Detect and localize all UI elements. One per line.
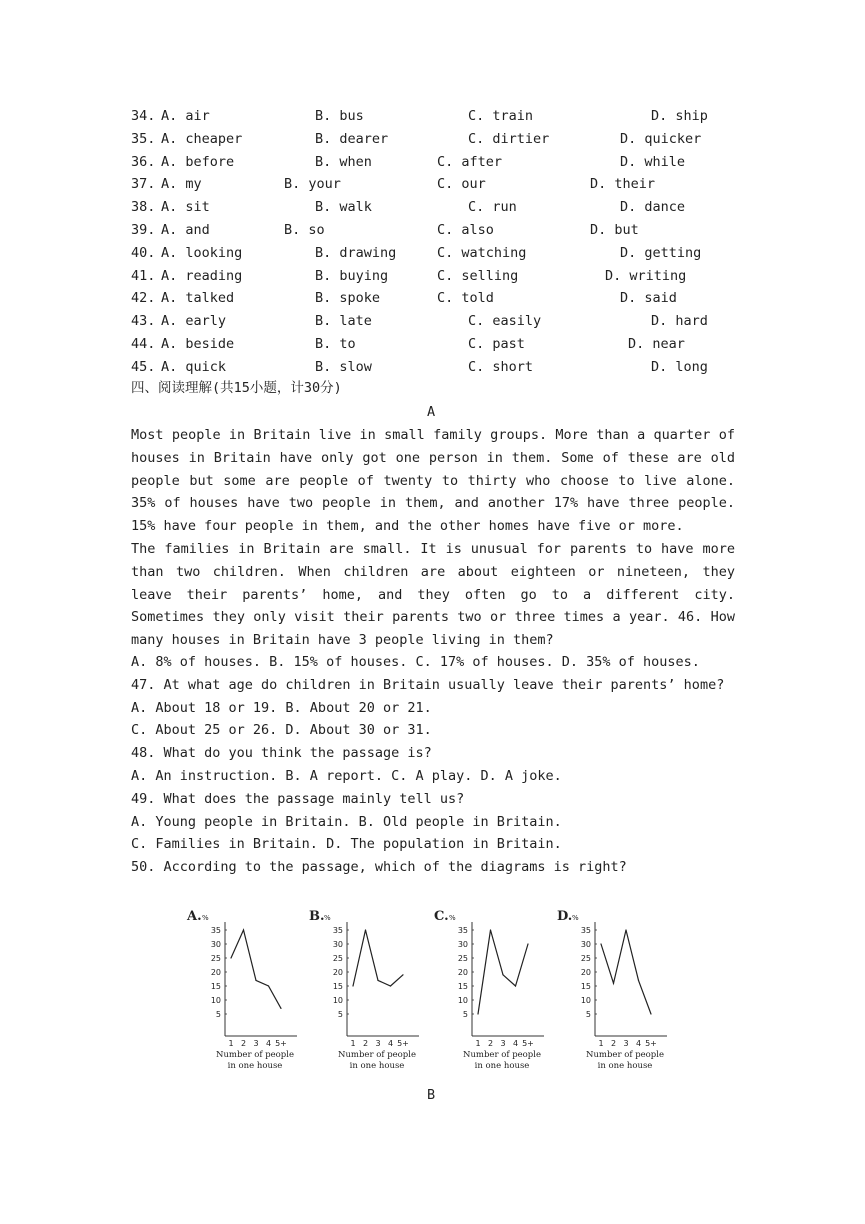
x-tick-label: 1 xyxy=(228,1039,234,1048)
option-b: B. walk xyxy=(315,199,372,216)
x-tick-label: 4 xyxy=(635,1039,642,1048)
y-tick-label: 25 xyxy=(457,954,468,963)
x-tick-label: 3 xyxy=(500,1039,506,1048)
y-tick-label: 30 xyxy=(332,940,343,949)
diagram-c xyxy=(432,908,557,1073)
y-tick-label: 25 xyxy=(210,954,221,963)
x-tick-label: 1 xyxy=(598,1039,604,1048)
passage-a-paragraph-2: The families in Britain are small. It is unusual for parents to have more than two children. When children are about eighteen or nineteen, they leave their parents’ home, and they often go to a different city. Sometimes they only visit their parents two or three times a year. 46. How many houses in Britain have 3 people living in them? xyxy=(131,541,735,649)
y-tick-label: 15 xyxy=(332,982,343,991)
y-unit-label: % xyxy=(572,914,579,922)
data-point xyxy=(268,985,269,986)
question-line: 50. According to the passage, which of the diagrams is right? xyxy=(131,859,627,876)
y-tick-label: 20 xyxy=(580,968,591,977)
option-b: B. bus xyxy=(315,108,364,124)
option-b: B. dearer xyxy=(315,130,389,147)
diagram-svg xyxy=(432,908,557,1073)
question-line: A. About 18 or 19. B. About 20 or 21. xyxy=(131,699,432,716)
option-a: A. sit xyxy=(161,199,210,216)
y-tick-label: 25 xyxy=(332,954,343,963)
data-point xyxy=(613,983,614,984)
diagram-label: C. xyxy=(434,909,449,924)
y-tick-label: 20 xyxy=(332,968,343,977)
diagram-svg xyxy=(185,908,310,1073)
section-heading: 四、阅读理解(共15小题，计30分) xyxy=(131,380,342,396)
data-point xyxy=(502,974,503,975)
option-c: C. watching xyxy=(437,244,527,261)
data-point xyxy=(490,929,491,930)
diagram-label: D. xyxy=(557,909,573,924)
y-tick-label: 10 xyxy=(332,996,343,1005)
x-tick-label: 3 xyxy=(253,1039,259,1048)
series-line xyxy=(478,930,528,1014)
option-d: D. ship xyxy=(651,108,708,124)
option-d: D. while xyxy=(620,153,686,170)
question-line: A. 8% of houses. B. 15% of houses. C. 17% of houses. D. 35% of houses. xyxy=(131,654,700,670)
x-tick-label: 3 xyxy=(375,1039,381,1048)
x-tick-label: 3 xyxy=(623,1039,629,1048)
y-tick-label: 30 xyxy=(457,940,468,949)
diagram-label: A. xyxy=(187,909,202,924)
x-tick-label: 5+ xyxy=(645,1039,657,1048)
question-number: 42. xyxy=(131,290,156,307)
data-point xyxy=(527,943,528,944)
x-axis-label-line1: Number of people xyxy=(338,1050,416,1060)
diagram-b xyxy=(307,908,432,1073)
option-c: C. told xyxy=(437,290,494,307)
diagram-svg xyxy=(307,908,432,1073)
option-c: C. dirtier xyxy=(468,130,550,147)
data-point xyxy=(402,974,403,975)
option-c: C. selling xyxy=(437,267,519,284)
option-b: B. buying xyxy=(315,267,389,284)
diagram-d xyxy=(555,908,680,1073)
question-number: 45. xyxy=(131,358,156,375)
option-a: A. quick xyxy=(161,358,227,375)
option-d: D. but xyxy=(590,222,639,238)
option-a: A. early xyxy=(161,313,227,330)
question-number: 41. xyxy=(131,267,156,284)
question-number: 44. xyxy=(131,336,156,352)
question-line: C. About 25 or 26. D. About 30 or 31. xyxy=(131,722,432,739)
option-c: C. also xyxy=(437,222,494,238)
y-tick-label: 5 xyxy=(462,1010,468,1019)
y-tick-label: 15 xyxy=(580,982,591,991)
question-number: 39. xyxy=(131,222,156,238)
question-number: 43. xyxy=(131,313,156,330)
series-line xyxy=(353,930,403,986)
x-tick-label: 4 xyxy=(512,1039,519,1048)
y-tick-label: 5 xyxy=(337,1010,343,1019)
option-a: A. cheaper xyxy=(161,130,243,147)
y-tick-label: 10 xyxy=(580,996,591,1005)
question-line: 48. What do you think the passage is? xyxy=(131,745,432,762)
y-tick-label: 10 xyxy=(457,996,468,1005)
y-tick-label: 35 xyxy=(332,926,343,935)
passage-a-paragraph-1: Most people in Britain live in small family groups. More than a quarter of houses in Britain have only got one person in them. Some of these are old people but some are people of twenty to thirty who choose to live alone. 35% of houses have two people in them, and another 17% have three people. 15% have four people in them, and the other homes have five or more. xyxy=(131,427,735,535)
y-unit-label: % xyxy=(202,914,209,922)
y-tick-label: 5 xyxy=(215,1010,221,1019)
y-tick-label: 25 xyxy=(580,954,591,963)
question-line: 49. What does the passage mainly tell us? xyxy=(131,790,465,807)
x-tick-label: 1 xyxy=(475,1039,481,1048)
series-line xyxy=(231,930,281,1008)
option-c: C. past xyxy=(468,336,525,352)
x-tick-label: 4 xyxy=(265,1039,272,1048)
option-d: D. dance xyxy=(620,199,686,216)
option-d: D. their xyxy=(590,176,656,193)
option-c: C. train xyxy=(468,108,534,124)
y-tick-label: 35 xyxy=(457,926,468,935)
option-a: A. and xyxy=(161,222,210,238)
option-c: C. run xyxy=(468,199,517,216)
data-point xyxy=(243,929,244,930)
data-point xyxy=(600,943,601,944)
data-point xyxy=(638,980,639,981)
x-tick-label: 5+ xyxy=(397,1039,409,1048)
diagram-label: B. xyxy=(309,909,325,924)
option-b: B. your xyxy=(284,176,341,193)
data-point xyxy=(390,985,391,986)
x-tick-label: 5+ xyxy=(275,1039,287,1048)
option-d: D. said xyxy=(620,290,677,307)
option-b: B. so xyxy=(284,222,325,238)
data-point xyxy=(650,1013,651,1014)
option-a: A. my xyxy=(161,176,202,193)
data-point xyxy=(377,980,378,981)
y-unit-label: % xyxy=(324,914,331,922)
x-tick-label: 1 xyxy=(350,1039,356,1048)
option-b: B. when xyxy=(315,153,372,170)
option-a: A. air xyxy=(161,108,210,124)
data-point xyxy=(477,1013,478,1014)
option-d: D. long xyxy=(651,358,708,375)
question-number: 35. xyxy=(131,130,156,147)
passage-a-label: A xyxy=(427,404,436,420)
option-d: D. quicker xyxy=(620,130,702,147)
data-point xyxy=(255,980,256,981)
y-tick-label: 10 xyxy=(210,996,221,1005)
x-axis-label-line1: Number of people xyxy=(463,1050,541,1060)
option-a: A. reading xyxy=(161,267,243,284)
x-axis-label-line2: in one house xyxy=(474,1061,530,1071)
option-a: A. before xyxy=(161,153,235,170)
option-a: A. looking xyxy=(161,244,243,261)
y-tick-label: 5 xyxy=(585,1010,591,1019)
y-tick-label: 15 xyxy=(457,982,468,991)
option-b: B. to xyxy=(315,336,356,352)
x-tick-label: 2 xyxy=(240,1039,247,1048)
x-axis-label-line2: in one house xyxy=(597,1061,653,1071)
series-line xyxy=(601,930,651,1014)
option-b: B. slow xyxy=(315,358,372,375)
option-d: D. writing xyxy=(605,267,687,284)
option-b: B. late xyxy=(315,313,372,330)
question-number: 37. xyxy=(131,176,156,193)
data-point xyxy=(625,929,626,930)
x-axis-label-line1: Number of people xyxy=(216,1050,294,1060)
x-tick-label: 5+ xyxy=(522,1039,534,1048)
question-line: A. An instruction. B. A report. C. A play. D. A joke. xyxy=(131,768,562,784)
question-number: 38. xyxy=(131,199,156,216)
question-number: 40. xyxy=(131,244,156,261)
option-b: B. drawing xyxy=(315,244,397,261)
option-b: B. spoke xyxy=(315,290,381,307)
y-tick-label: 15 xyxy=(210,982,221,991)
x-tick-label: 4 xyxy=(387,1039,394,1048)
option-c: C. our xyxy=(437,176,486,193)
question-line: A. Young people in Britain. B. Old people in Britain. xyxy=(131,813,562,830)
option-c: C. after xyxy=(437,153,503,170)
x-tick-label: 2 xyxy=(610,1039,617,1048)
question-line: 47. At what age do children in Britain usually leave their parents’ home? xyxy=(131,676,725,693)
y-tick-label: 30 xyxy=(580,940,591,949)
diagram-svg xyxy=(555,908,680,1073)
x-tick-label: 2 xyxy=(487,1039,494,1048)
x-axis-label-line2: in one house xyxy=(227,1061,283,1071)
data-point xyxy=(280,1008,281,1009)
diagram-a xyxy=(185,908,310,1073)
passage-b-label: B xyxy=(427,1087,436,1103)
option-d: D. near xyxy=(628,336,685,352)
x-axis-label-line1: Number of people xyxy=(586,1050,664,1060)
data-point xyxy=(365,929,366,930)
option-c: C. short xyxy=(468,358,534,375)
option-d: D. hard xyxy=(651,313,708,330)
y-tick-label: 20 xyxy=(457,968,468,977)
x-tick-label: 2 xyxy=(362,1039,369,1048)
data-point xyxy=(352,985,353,986)
y-unit-label: % xyxy=(449,914,456,922)
data-point xyxy=(515,985,516,986)
question-line: C. Families in Britain. D. The population in Britain. xyxy=(131,836,562,853)
x-axis-label-line2: in one house xyxy=(349,1061,405,1071)
y-tick-label: 30 xyxy=(210,940,221,949)
option-d: D. getting xyxy=(620,244,702,261)
data-point xyxy=(230,957,231,958)
option-a: A. beside xyxy=(161,336,235,352)
question-number: 36. xyxy=(131,153,156,170)
option-c: C. easily xyxy=(468,313,542,330)
y-tick-label: 35 xyxy=(210,926,221,935)
y-tick-label: 35 xyxy=(580,926,591,935)
y-tick-label: 20 xyxy=(210,968,221,977)
option-a: A. talked xyxy=(161,290,235,307)
question-number: 34. xyxy=(131,108,156,124)
